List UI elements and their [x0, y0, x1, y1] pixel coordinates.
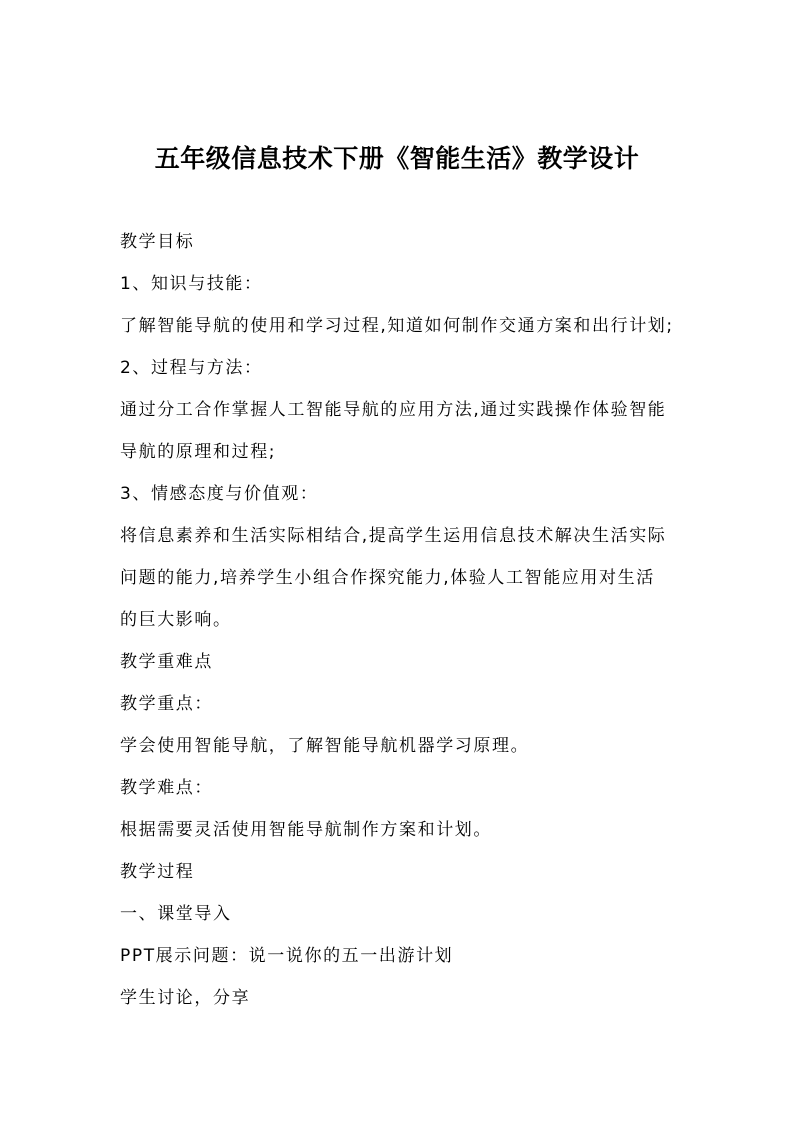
text-line: 一、课堂导入 [120, 904, 232, 924]
text-line: PPT展示问题：说一说你的五一出游计划 [120, 946, 454, 966]
document-title: 五年级信息技术下册《智能生活》教学设计 [154, 144, 640, 173]
text-line: 通过分工合作掌握人工智能导航的应用方法,通过实践操作体验智能 [120, 400, 667, 420]
text-line: 教学重点： [120, 694, 213, 714]
text-line: 教学目标 [120, 232, 195, 252]
text-line: 教学难点： [120, 778, 213, 798]
text-line: 3、情感态度与价值观： [120, 484, 319, 504]
text-line: 教学过程 [120, 862, 195, 882]
text-line: 学生讨论，分享 [120, 988, 251, 1008]
text-line: 将信息素养和生活实际相结合,提高学生运用信息技术解决生活实际 [120, 526, 667, 546]
text-line: 问题的能力,培养学生小组合作探究能力,体验人工智能应用对生活 [120, 568, 655, 588]
text-line: 导航的原理和过程; [120, 442, 277, 462]
text-line: 教学重难点 [120, 652, 213, 672]
text-line: 的巨大影响。 [120, 610, 232, 630]
text-line: 根据需要灵活使用智能导航制作方案和计划。 [120, 820, 492, 840]
text-line: 1、知识与技能： [120, 274, 263, 294]
text-line: 了解智能导航的使用和学习过程,知道如何制作交通方案和出行计划; [120, 316, 674, 336]
text-line: 2、过程与方法： [120, 358, 263, 378]
text-line: 学会使用智能导航，了解智能导航机器学习原理。 [120, 736, 530, 756]
